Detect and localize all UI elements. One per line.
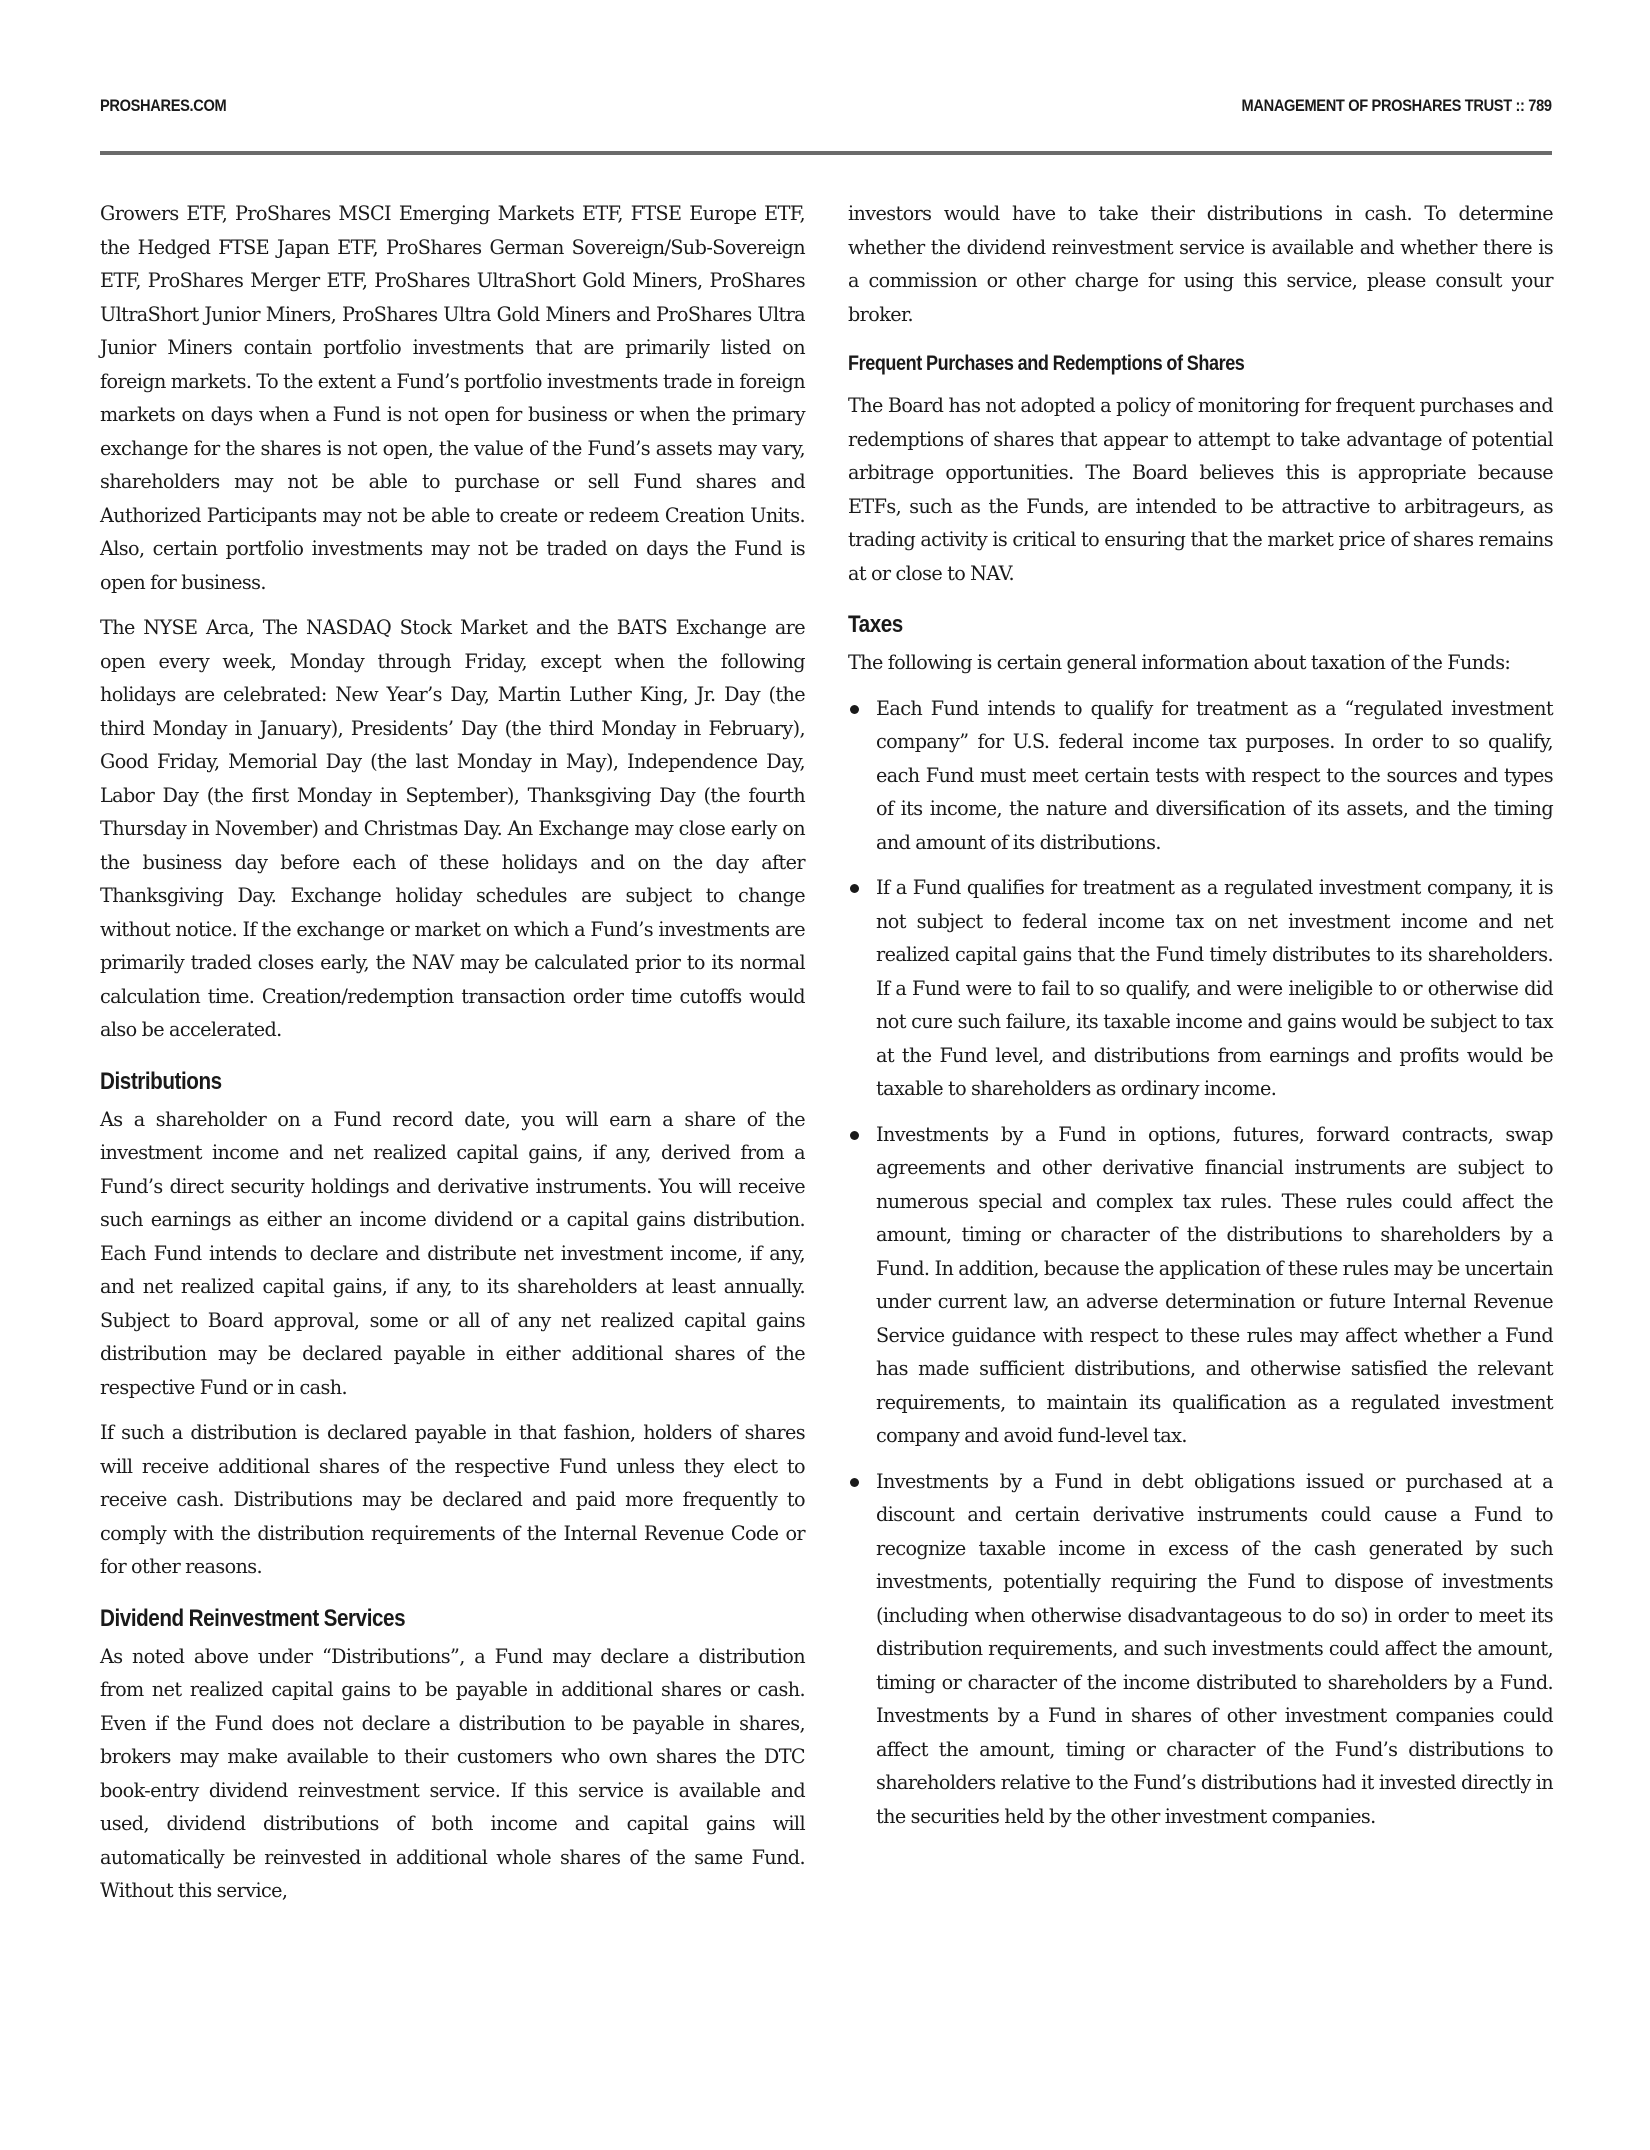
paragraph-dividend-reinvestment: As noted above under “Distributions”, a Fund may declare a distribution from net realized capital gains to be payable in additional shares or cash. Even if the Fund does not declare a distribution to be payable in shares, brokers may make available to their customers who own shares the DTC book-entry dividend reinvestment service. If this service is available and used, dividend distributions of both income and capital gains will automatically be reinvested in additional whole shares of the same Fund. Without this service, bbox=[100, 1644, 805, 1902]
list-item-text: If a Fund qualifies for treatment as a regulated investment company, it is not subject to federal income tax on net investment income and net realized capital gains that the Fund timely distributes to its shareholders. If a Fund were to fail to so qualify, and were ineligible to or otherwise did not cure such failure, its taxable income and gains would be subject to tax at the Fund level, and distributions from earnings and profits would be taxable to shareholders as ordinary income. bbox=[876, 876, 1553, 1100]
running-header bbox=[100, 96, 1552, 118]
heading-dividend-reinvestment: Dividend Reinvestment Services bbox=[100, 1604, 406, 1632]
paragraph-distributions-1: As a shareholder on a Fund record date, you will earn a share of the investment income and net realized capital gains, if any, derived from a Fund’s direct security holdings and derivative instruments. You will receive such earnings as either an income dividend or a capital gains distribution. Each Fund intends to declare and distribute net investment income, if any, and net realized capital gains, if any, to its shareholders at least annually. Subject to Board approval, some or all of any net realized capital gains distribution may be declared payable in either additional shares of the respective Fund or in cash. bbox=[100, 1107, 805, 1399]
list-item bbox=[848, 1465, 1553, 1834]
paragraph-frequent-purchases: The Board has not adopted a policy of monitoring for frequent purchases and redemptions of shares that appear to attempt to take advantage of potential arbitrage opportunities. The Board believes this is appropriate because ETFs, such as the Funds, are intended to be attractive to arbitrageurs, as trading activity is critical to ensuring that the market price of shares remains at or close to NAV. bbox=[848, 394, 1553, 585]
paragraph-foreign-markets: Growers ETF, ProShares MSCI Emerging Markets ETF, FTSE Europe ETF, the Hedged FTSE Japan ETF, ProShares German Sovereign/Sub-Sovereign ETF, ProShares Merger ETF, ProShares UltraShort Gold Miners, ProShares UltraShort Junior Miners, ProShares Ultra Gold Miners and ProShares Ultra Junior Miners contain portfolio investments that are primarily listed on foreign markets. To the extent a Fund’s portfolio investments trade in foreign markets on days when a Fund is not open for business or when the primary exchange for the shares is not open, the value of the Fund’s assets may vary, shareholders may not be able to purchase or sell Fund shares and Authorized Participants may not be able to create or redeem Creation Units. Also, certain portfolio investments may not be traded on days the Fund is open for business. bbox=[100, 202, 805, 594]
list-item-text: Each Fund intends to qualify for treatment as a “regulated investment company” for U.S. federal income tax purposes. In order to so qualify, each Fund must meet certain tests with respect to the sources and types of its income, the nature and diversification of its assets, and the timing and amount of its distributions. bbox=[876, 696, 1553, 854]
left-column bbox=[100, 197, 805, 1920]
taxes-bullet-list bbox=[848, 692, 1553, 1834]
paragraph-exchange-holidays: The NYSE Arca, The NASDAQ Stock Market and the BATS Exchange are open every week, Monday through Friday, except when the following holidays are celebrated: New Year’s Day, Martin Luther King, Jr. Day (the third Monday in January), Presidents’ Day (the third Monday in February), Good Friday, Memorial Day (the last Monday in May), Independence Day, Labor Day (the first Monday in September), Thanksgiving Day (the fourth Thursday in November) and Christmas Day. An Exchange may close early on the business day before each of these holidays and on the day after Thanksgiving Day. Exchange holiday schedules are subject to change without notice. If the exchange or market on which a Fund’s investments are primarily traded closes early, the NAV may be calculated prior to its normal calculation time. Creation/redemption transaction order time cutoffs would also be accelerated. bbox=[100, 616, 805, 1041]
paragraph-dividend-reinvestment-continued: investors would have to take their distributions in cash. To determine whether the dividend reinvestment service is available and whether there is a commission or other charge for using this service, please consult your broker. bbox=[848, 202, 1553, 326]
right-column bbox=[848, 197, 1553, 1845]
paragraph-taxes-intro: The following is certain general information about taxation of the Funds: bbox=[848, 651, 1511, 674]
bullet-icon bbox=[850, 1131, 859, 1140]
bullet-icon bbox=[850, 1478, 859, 1487]
site-name: PROSHARES.COM bbox=[100, 96, 227, 115]
heading-taxes: Taxes bbox=[848, 611, 903, 638]
section-header bbox=[1242, 96, 1552, 116]
page-number: 789 bbox=[1528, 96, 1552, 115]
paragraph-distributions-2: If such a distribution is declared payable in that fashion, holders of shares will receive additional shares of the respective Fund unless they elect to receive cash. Distributions may be declared and paid more frequently to comply with the distribution requirements of the Internal Revenue Code or for other reasons. bbox=[100, 1421, 805, 1578]
header-separator: :: bbox=[1515, 96, 1525, 115]
section-title: MANAGEMENT OF PROSHARES TRUST bbox=[1241, 96, 1512, 115]
bullet-icon bbox=[850, 705, 859, 714]
list-item-text: Investments by a Fund in options, futures, forward contracts, swap agreements and other derivative financial instruments are subject to numerous special and complex tax rules. These rules could affect the amount, timing or character of the distributions to shareholders by a Fund. In addition, because the application of these rules may be uncertain under current law, an adverse determination or future Internal Revenue Service guidance with respect to these rules may affect whether a Fund has made sufficient distributions, and otherwise satisfied the relevant requirements, to maintain its qualification as a regulated investment company and avoid fund-level tax. bbox=[876, 1122, 1553, 1447]
list-item bbox=[848, 871, 1553, 1106]
heading-distributions: Distributions bbox=[100, 1067, 222, 1095]
heading-frequent-purchases: Frequent Purchases and Redemptions of Shares bbox=[848, 352, 1245, 375]
list-item-text: Investments by a Fund in debt obligations issued or purchased at a discount and certain derivative instruments could cause a Fund to recognize taxable income in excess of the cash generated by such investments, potentially requiring the Fund to dispose of investments (including when otherwise disadvantageous to do so) in order to meet its distribution requirements, and such investments could affect the amount, timing or character of the income distributed to shareholders by a Fund. Investments by a Fund in shares of other investment companies could affect the amount, timing or character of the Fund’s distributions to shareholders relative to the Fund’s distributions had it invested directly in the securities held by the other investment companies. bbox=[876, 1469, 1553, 1828]
header-rule bbox=[100, 151, 1552, 155]
bullet-icon bbox=[850, 884, 859, 893]
list-item bbox=[848, 692, 1553, 860]
list-item bbox=[848, 1118, 1553, 1453]
